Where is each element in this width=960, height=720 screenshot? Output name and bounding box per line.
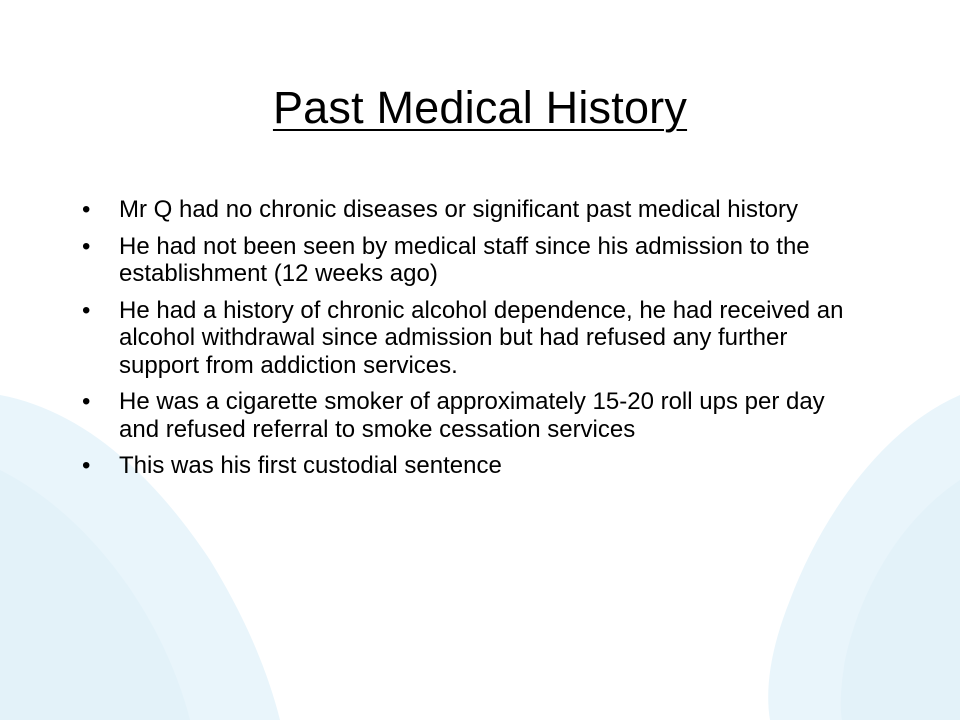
bullet-item — [80, 452, 850, 480]
bullet-text: Mr Q had no chronic diseases or significant past medical history — [119, 196, 798, 223]
bullet-text: He had a history of chronic alcohol dependence, he had received an alcohol withdrawal since admission but had refused any further support from addiction services. — [119, 296, 844, 379]
bullet-dot: • — [82, 296, 91, 324]
bullet-dot: • — [82, 452, 91, 479]
bullet-text: This was his first custodial sentence — [119, 452, 502, 479]
bullet-text: He was a cigarette smoker of approximately 15-20 roll ups per day and refused referral to smoke cessation services — [119, 388, 825, 443]
slide-title: Past Medical History — [272, 82, 688, 133]
bullet-item — [80, 233, 850, 288]
bullet-dot: • — [82, 196, 91, 223]
bullet-list — [80, 196, 850, 489]
bullet-dot: • — [82, 232, 91, 260]
bullet-item — [80, 388, 850, 443]
bullet-dot: • — [82, 388, 91, 415]
bullet-text: He had not been seen by medical staff since his admission to the establishment (12 weeks ago) — [119, 232, 810, 287]
bullet-item — [80, 297, 850, 380]
bullet-item — [80, 196, 850, 224]
